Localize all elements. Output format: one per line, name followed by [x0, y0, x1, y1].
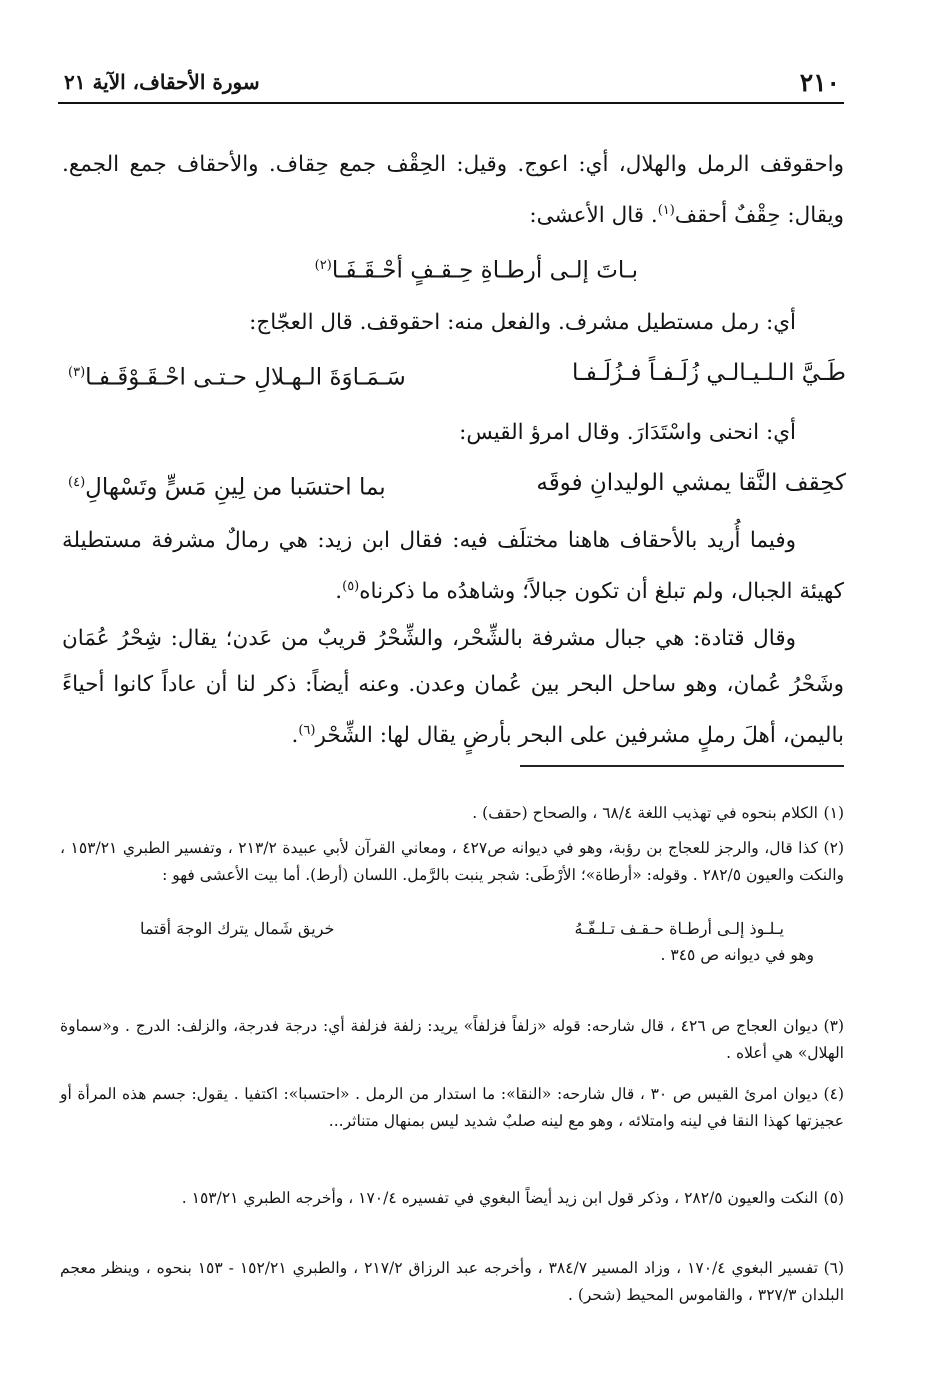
footnote-1 — [60, 800, 844, 827]
footnote-verse-first-hemistich: يـلـوذ إلـى أرطـاة حـقـف تـلـفّـهُ — [574, 919, 784, 938]
footnote-number: (١) — [823, 804, 844, 822]
footnote-ref-6[interactable]: (٦) — [298, 723, 316, 738]
paragraph-text: أي: رمل مستطيل مشرف. والفعل منه: احقوقف. قال العجّاج: — [249, 310, 796, 335]
footnote-text: النكت والعيون ٢٨٢/٥ ، وذكر قول ابن زيد أيضاً البغوي في تفسيره ١٧٠/٤ ، وأخرجه الطبري ١٥٣/٢١ . — [181, 1189, 818, 1207]
verse-al-ajjaj — [68, 350, 846, 396]
verse-imru-al-qays — [68, 460, 846, 506]
running-title: سورة الأحقاف، الآية ٢١ — [64, 70, 260, 94]
footnote-text: ديوان العجاج ص ٤٢٦ ، قال شارحه: قوله «زلفاً فزلفاً» يريد: زلفة فزلفة أي: درجة فدرجة، والزلف: الدرج . و«سماوة الهلال» هي أعلاه . — [60, 1017, 844, 1062]
footnote-ref-2[interactable]: (٢) — [314, 258, 332, 273]
verse-second-hemistich: بما احتسَبا من لِينِ مَسٍّ وتَسْهالِ — [85, 474, 386, 501]
footnote-ref-1[interactable]: (١) — [657, 203, 675, 218]
page-number: ٢١٠ — [799, 68, 840, 97]
body-paragraph-5 — [62, 616, 844, 759]
footnote-text: ديوان امرئ القيس ص ٣٠ ، قال شارحه: «النقا»: ما استدار من الرمل . «احتسبا»: اكتفيا . يقول: جسم هذه المرأة أو عجيزتها كهذا النقا في لينه وامتلائه ، وهو مع لينه صلبٌ شديد ليس بمنهال متناثر... — [60, 1085, 844, 1130]
verse-al-asha — [315, 243, 638, 294]
footnote-number: (٣) — [823, 1017, 844, 1035]
paragraph-text: وقال قتادة: هي جبال مشرفة بالشِّحْر، والشِّحْرُ قريبٌ من عَدن؛ يقال: شِحْرُ عُمَان وشَحْرُ عُمان، وهو ساحل البحر بين عُمان وعدن. وعنه أيضاً: ذكر لنا أن عاداً كانوا أحياءً باليمن، أهلَ رملٍ مشرفين على البحر بأرضٍ يقال لها: الشِّحْر — [62, 626, 844, 749]
verse-second-hemistich: سَـمَـاوَةَ الـهـلالِ حـتـى احْـقَـوْقَـفـا — [85, 364, 406, 391]
paragraph-text-end: . — [291, 723, 299, 749]
body-paragraph-4 — [62, 518, 844, 615]
verse-text: بـاتَ إلـى أرطـاةِ حِـقـفٍ أحْـقَـفَـا — [331, 257, 638, 284]
paragraph-text: وفيما أُريد بالأحقاف هاهنا مختلَف فيه: فقال ابن زيد: هي رمالٌ مشرفة مستطيلة كهيئة الجبال، ولم تبلغ أن تكون جبالاً؛ وشاهدُه ما ذكرناه — [62, 528, 844, 605]
footnote-separator — [520, 765, 844, 767]
footnote-number: (٢) — [823, 839, 844, 857]
footnote-3 — [60, 1013, 844, 1067]
verse-first-hemistich: كحِقف النَّقا يمشي الوليدانِ فوقَه — [536, 470, 846, 496]
footnote-number: (٦) — [823, 1259, 845, 1277]
paragraph-text-end: . قال الأعشى: — [529, 203, 658, 229]
running-header — [58, 68, 844, 104]
footnote-number: (٤) — [823, 1085, 844, 1103]
footnote-ref-5[interactable]: (٥) — [342, 579, 360, 594]
footnote-number: (٥) — [823, 1189, 844, 1207]
footnote-6 — [60, 1255, 844, 1309]
body-paragraph-2 — [62, 300, 844, 346]
footnote-text: كذا قال، والرجز للعجاج بن رؤبة، وهو في ديوانه ص٤٢٧ ، ومعاني القرآن لأبي عبيدة ٢١٣/٢ ، وتفسير الطبري ١٥٣/٢١ ، والنكت والعيون ٢٨٢/٥ . وقوله: «أرطاة»؛ الأرْطَى: شجر ينبت بالرَّمل. اللسان (أرط). أما بيت الأعشى فهو : — [60, 839, 844, 884]
body-paragraph-3 — [62, 410, 844, 456]
verse-first-hemistich: طَـيَّ الـلـيـالـي زُلَـفـاً فـزُلَـفـا — [571, 360, 846, 386]
paragraph-text: أي: انحنى واسْتَدَارَ. وقال امرؤ القيس: — [459, 420, 796, 445]
footnote-verse-second-hemistich: خريق شَمال يترك الوجهَ أقتما — [140, 919, 335, 938]
footnote-ref-3[interactable]: (٣) — [68, 365, 86, 380]
footnote-4 — [60, 1081, 844, 1135]
footnote-5 — [60, 1185, 844, 1212]
paragraph-text-end: . — [335, 579, 343, 605]
footnote-text: تفسير البغوي ١٧٠/٤ ، وزاد المسير ٣٨٤/٧ ، وأخرجه عبد الرزاق ٢١٧/٢ ، والطبري ١٥٢/٢١ - ١٥٣ بنحوه ، وينظر معجم البلدان ٣٢٧/٣ ، والقاموس المحيط (شحر) . — [60, 1259, 844, 1304]
footnote-text-end: وهو في ديوانه ص ٣٤٥ . — [660, 946, 814, 964]
body-paragraph-1 — [62, 142, 844, 239]
paragraph-text: واحقوقف الرمل والهلال، أي: اعوج. وقيل: الحِقْف جمع حِقاف. والأحقاف جمع الجمع. ويقال: حِقْفٌ أحقف — [62, 152, 844, 229]
footnote-ref-4[interactable]: (٤) — [68, 475, 86, 490]
footnote-verse — [60, 915, 844, 942]
footnote-2 — [60, 835, 844, 969]
footnote-text: الكلام بنحوه في تهذيب اللغة ٦٨/٤ ، والصحاح (حقف) . — [472, 804, 818, 822]
